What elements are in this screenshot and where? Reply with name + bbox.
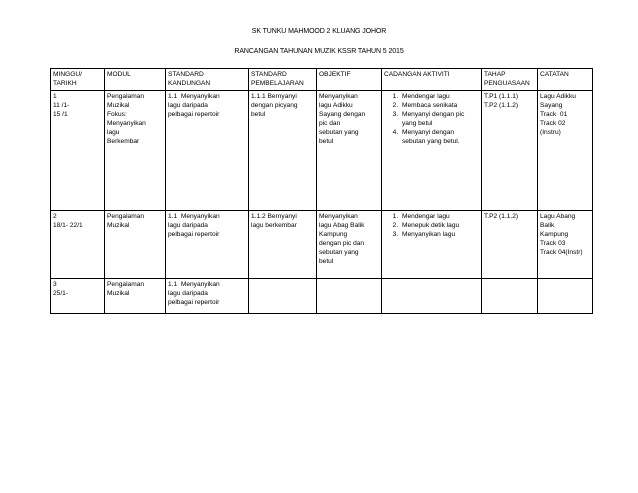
cell-catatan: Lagu Abang Balik Kampung Track 03 Track 04(Instr) — [538, 211, 593, 279]
cell-standard-kandungan: 1.1 Menyanyikan lagu daripada pelbagai repertoir — [166, 91, 249, 211]
cell-cadangan-aktiviti — [382, 279, 482, 314]
document-title: RANCANGAN TAHUNAN MUZIK KSSR TAHUN 5 2015 — [234, 48, 404, 55]
cell-modul: Pengalaman Muzikal — [105, 211, 166, 279]
col-header-cadangan-aktiviti: CADANGAN AKTIVITI — [382, 69, 482, 91]
cell-tahap-penguasaan — [482, 279, 538, 314]
list-item: 4. Menyanyi dengan sebutan yang betul. — [400, 128, 479, 146]
cell-standard-pembelajaran: 1.1.2 Bernyanyi lagu berkembar — [249, 211, 317, 279]
cell-modul: Pengalaman Muzikal Fokus: Menyanyikan lagu Berkembar — [105, 91, 166, 211]
col-header-objektif: OBJEKTIF — [317, 69, 382, 91]
cell-cadangan-aktiviti — [382, 91, 482, 211]
cell-objektif: Menyanyikan lagu Abag Balik Kampung dengan pic dan sebutan yang betul — [317, 211, 382, 279]
list-item: 1. Mendengar lagu — [400, 92, 479, 101]
table-row — [51, 211, 593, 279]
col-header-tahap-penguasaan: TAHAP PENGUASAAN — [482, 69, 538, 91]
cell-standard-pembelajaran: 1.1.1 Bernyanyi dengan picyang betul — [249, 91, 317, 211]
table-row — [51, 91, 593, 211]
cell-catatan: Lagu Adikku Sayang Track 01 Track 02 (Instru) — [538, 91, 593, 211]
yearly-plan-table — [50, 68, 593, 314]
table-header-row — [51, 69, 593, 91]
list-item: 1. Mendengar lagu — [400, 212, 479, 221]
col-header-modul: MODUL — [105, 69, 166, 91]
cell-objektif: Menyanyikan lagu Adikku Sayang dengan pic dan sebutan yang betul — [317, 91, 382, 211]
col-header-minggu: MINGGU/ TARIKH — [51, 69, 105, 91]
list-item: 3. Menyanyi dengan pic yang betul — [400, 110, 479, 128]
cell-standard-kandungan: 1.1 Menyanyikan lagu daripada pelbagai repertoir — [166, 279, 249, 314]
cell-standard-pembelajaran — [249, 279, 317, 314]
list-item: 2. Membaca senikata — [400, 101, 479, 110]
col-header-standard-kandungan: STANDARD KANDUNGAN — [166, 69, 249, 91]
col-header-catatan: CATATAN — [538, 69, 593, 91]
cell-objektif — [317, 279, 382, 314]
school-name: SK TUNKU MAHMOOD 2 KLUANG JOHOR — [251, 28, 387, 35]
cell-catatan — [538, 279, 593, 314]
cell-minggu: 1 11 /1- 15 /1 — [51, 91, 105, 211]
cell-modul: Pengalaman Muzikal — [105, 279, 166, 314]
list-item: 3. Menyanyikan lagu — [400, 230, 479, 239]
cell-cadangan-aktiviti — [382, 211, 482, 279]
cell-tahap-penguasaan: T.P2 (1.1.2) — [482, 211, 538, 279]
cell-minggu: 2 18/1- 22/1 — [51, 211, 105, 279]
cell-tahap-penguasaan: T.P1 (1.1.1) T.P2 (1.1.2) — [482, 91, 538, 211]
table-row — [51, 279, 593, 314]
activity-list — [384, 92, 479, 146]
activity-list — [384, 212, 479, 239]
cell-minggu: 3 25/1- — [51, 279, 105, 314]
cell-standard-kandungan: 1.1 Menyanyikan lagu daripada pelbagai repertoir — [166, 211, 249, 279]
list-item: 2. Menepuk detik lagu — [400, 221, 479, 230]
col-header-standard-pembelajaran: STANDARD PEMBELAJARAN — [249, 69, 317, 91]
